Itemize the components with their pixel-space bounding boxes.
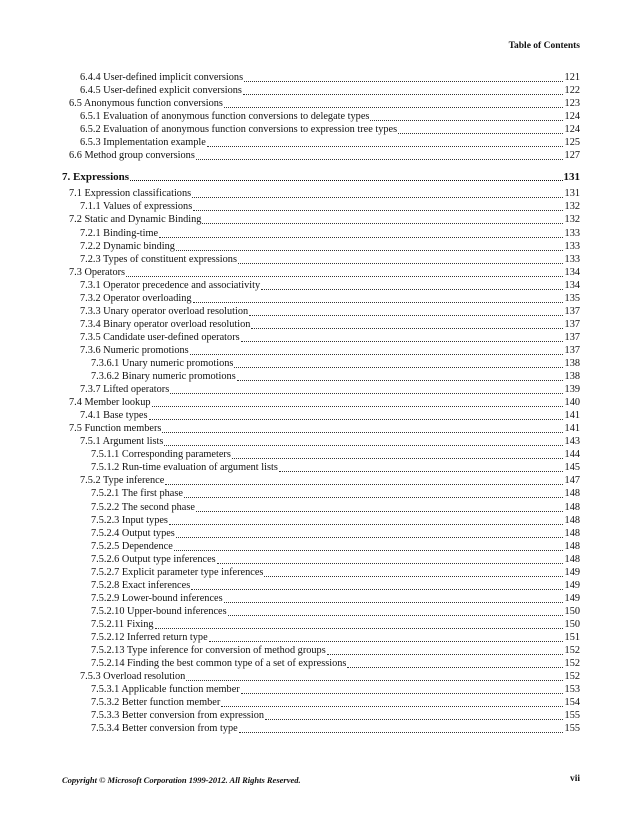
toc-entry-page: 151 <box>564 631 580 643</box>
toc-entry-page: 124 <box>564 111 580 123</box>
table-of-contents <box>62 71 580 735</box>
toc-entry[interactable] <box>62 200 580 213</box>
dot-leader <box>164 444 563 446</box>
toc-entry-label: 6.5 Anonymous function conversions <box>69 98 223 110</box>
dot-leader <box>238 262 563 264</box>
toc-entry-page: 132 <box>564 214 580 226</box>
toc-entry-page: 127 <box>564 150 580 162</box>
toc-entry-label: 7.3.1 Operator precedence and associativity <box>80 279 261 291</box>
toc-entry-label: 7.1 Expression classifications <box>69 188 192 200</box>
toc-entry-page: 124 <box>564 124 580 136</box>
toc-entry[interactable] <box>62 305 580 318</box>
toc-entry-page: 148 <box>564 514 580 526</box>
toc-entry-page: 154 <box>564 697 580 709</box>
toc-entry-page: 152 <box>564 658 580 670</box>
toc-entry-page: 155 <box>564 710 580 722</box>
dot-leader <box>190 353 563 355</box>
toc-entry[interactable] <box>62 331 580 344</box>
toc-entry[interactable] <box>62 292 580 305</box>
dot-leader <box>241 692 563 694</box>
toc-entry-label: 7.5.2.9 Lower-bound inferences <box>91 592 223 604</box>
copyright-footer: Copyright © Microsoft Corporation 1999-2012. All Rights Reserved. <box>62 775 301 785</box>
toc-entry[interactable] <box>62 631 580 644</box>
dot-leader <box>347 666 563 668</box>
toc-entry-page: 148 <box>564 553 580 565</box>
toc-entry[interactable] <box>62 266 580 279</box>
toc-entry-page: 125 <box>564 137 580 149</box>
toc-entry-page: 135 <box>564 292 580 304</box>
toc-entry-label: 7.5 Function members <box>69 423 162 435</box>
dot-leader <box>193 301 563 303</box>
toc-entry-label: 7.4 Member lookup <box>69 397 151 409</box>
toc-entry-page: 149 <box>564 592 580 604</box>
dot-leader <box>264 575 563 577</box>
toc-entry-page: 149 <box>564 566 580 578</box>
toc-entry-label: 7.5.3.4 Better conversion from type <box>91 723 238 735</box>
toc-entry-label: 6.4.5 User-defined explicit conversions <box>80 85 242 97</box>
dot-leader <box>224 601 563 603</box>
toc-entry-page: 133 <box>564 240 580 252</box>
toc-entry[interactable] <box>62 566 580 579</box>
toc-entry-page: 139 <box>564 384 580 396</box>
toc-entry-page: 149 <box>564 579 580 591</box>
dot-leader <box>170 392 563 394</box>
toc-entry[interactable] <box>62 97 580 110</box>
toc-entry-page: 131 <box>564 188 580 200</box>
toc-entry[interactable] <box>62 226 580 239</box>
dot-leader <box>155 627 563 629</box>
toc-entry-label: 7.2 Static and Dynamic Binding <box>69 214 202 226</box>
toc-entry-label: 7.3.6.2 Binary numeric promotions <box>91 371 236 383</box>
toc-entry[interactable] <box>62 657 580 670</box>
toc-entry-page: 137 <box>564 331 580 343</box>
toc-entry-label: 7.2.3 Types of constituent expressions <box>80 253 237 265</box>
dot-leader <box>159 236 563 238</box>
dot-leader <box>398 132 563 134</box>
toc-entry-page: 138 <box>564 357 580 369</box>
toc-entry-label: 7.5.1.2 Run-time evaluation of argument lists <box>91 462 278 474</box>
toc-entry[interactable] <box>62 357 580 370</box>
toc-entry-label: 7.5.3 Overload resolution <box>80 671 186 683</box>
toc-entry-label: 6.4.4 User-defined implicit conversions <box>80 72 244 84</box>
toc-entry[interactable] <box>62 136 580 149</box>
toc-entry[interactable] <box>62 592 580 605</box>
dot-leader <box>279 470 563 472</box>
toc-entry-label: 7.5.2.8 Exact inferences <box>91 579 191 591</box>
toc-entry-label: 7. Expressions <box>62 171 130 184</box>
toc-entry[interactable] <box>62 474 580 487</box>
toc-entry[interactable] <box>62 461 580 474</box>
toc-entry-label: 6.5.1 Evaluation of anonymous function conversions to delegate types <box>80 111 370 123</box>
dot-leader <box>217 562 563 564</box>
toc-entry-page: 155 <box>564 723 580 735</box>
toc-entry-label: 7.2.1 Binding-time <box>80 227 159 239</box>
toc-entry-page: 148 <box>564 488 580 500</box>
dot-leader <box>202 222 563 224</box>
toc-entry-page: 122 <box>564 85 580 97</box>
toc-entry-label: 7.5.2.5 Dependence <box>91 540 173 552</box>
toc-entry-label: 7.3.6 Numeric promotions <box>80 344 189 356</box>
toc-entry-page: 131 <box>563 171 580 184</box>
toc-entry[interactable] <box>62 605 580 618</box>
toc-entry[interactable] <box>62 396 580 409</box>
dot-leader <box>176 249 563 251</box>
toc-entry[interactable] <box>62 318 580 331</box>
dot-leader <box>152 405 563 407</box>
toc-entry[interactable] <box>62 696 580 709</box>
toc-entry[interactable] <box>62 553 580 566</box>
dot-leader <box>228 614 563 616</box>
toc-entry-label: 7.5.3.2 Better function member <box>91 697 221 709</box>
toc-entry[interactable] <box>62 540 580 553</box>
toc-entry-label: 7.5.2.11 Fixing <box>91 618 154 630</box>
dot-leader <box>224 106 563 108</box>
toc-entry[interactable] <box>62 279 580 292</box>
dot-leader <box>241 340 563 342</box>
dot-leader <box>370 119 563 121</box>
toc-entry-page: 141 <box>564 410 580 422</box>
toc-entry[interactable] <box>62 71 580 84</box>
dot-leader <box>176 536 563 538</box>
dot-leader <box>207 145 563 147</box>
toc-entry-label: 7.3.3 Unary operator overload resolution <box>80 305 249 317</box>
toc-entry-page: 150 <box>564 605 580 617</box>
toc-entry-page: 141 <box>564 423 580 435</box>
toc-entry-label: 7.5.2.1 The first phase <box>91 488 183 500</box>
toc-entry-label: 6.5.3 Implementation example <box>80 137 206 149</box>
toc-entry[interactable] <box>62 618 580 631</box>
toc-entry-label: 7.3.7 Lifted operators <box>80 384 170 396</box>
toc-entry[interactable] <box>62 110 580 123</box>
toc-entry[interactable] <box>62 514 580 527</box>
running-header: Table of Contents <box>508 41 580 51</box>
toc-entry[interactable] <box>62 409 580 422</box>
toc-entry-label: 7.5.3.3 Better conversion from expression <box>91 710 265 722</box>
toc-entry[interactable] <box>62 683 580 696</box>
toc-entry-label: 7.5.2.13 Type inference for conversion of method groups <box>91 645 326 657</box>
toc-entry[interactable] <box>62 123 580 136</box>
dot-leader <box>165 483 563 485</box>
toc-chapter-entry[interactable] <box>62 169 580 183</box>
toc-entry-page: 150 <box>564 618 580 630</box>
toc-entry-label: 6.6 Method group conversions <box>69 150 195 162</box>
dot-leader <box>169 523 563 525</box>
toc-entry-page: 133 <box>564 227 580 239</box>
dot-leader <box>149 418 564 420</box>
toc-entry-label: 7.3.5 Candidate user-defined operators <box>80 331 240 343</box>
toc-entry-page: 152 <box>564 645 580 657</box>
toc-entry-label: 7.1.1 Values of expressions <box>80 201 193 213</box>
toc-entry-label: 7.5.2.10 Upper-bound inferences <box>91 605 227 617</box>
dot-leader <box>184 496 563 498</box>
toc-entry[interactable] <box>62 500 580 513</box>
toc-entry[interactable] <box>62 527 580 540</box>
dot-leader <box>261 288 563 290</box>
toc-entry[interactable] <box>62 370 580 383</box>
dot-leader <box>191 588 563 590</box>
toc-entry[interactable] <box>62 487 580 500</box>
toc-entry-label: 7.4.1 Base types <box>80 410 148 422</box>
toc-entry-label: 7.5.1.1 Corresponding parameters <box>91 449 231 461</box>
dot-leader <box>239 731 563 733</box>
toc-entry-label: 7.3 Operators <box>69 266 126 278</box>
dot-leader <box>174 549 563 551</box>
dot-leader <box>196 158 563 160</box>
toc-entry-page: 137 <box>564 344 580 356</box>
toc-entry[interactable] <box>62 187 580 200</box>
dot-leader <box>249 314 563 316</box>
toc-entry[interactable] <box>62 344 580 357</box>
toc-entry-page: 137 <box>564 305 580 317</box>
toc-entry-label: 7.5.2.3 Input types <box>91 514 168 526</box>
toc-entry-label: 7.3.2 Operator overloading <box>80 292 192 304</box>
toc-entry[interactable] <box>62 213 580 226</box>
toc-entry-page: 144 <box>564 449 580 461</box>
toc-entry[interactable] <box>62 579 580 592</box>
dot-leader <box>193 209 563 211</box>
dot-leader <box>232 457 563 459</box>
toc-entry-label: 6.5.2 Evaluation of anonymous function conversions to expression tree types <box>80 124 398 136</box>
toc-entry[interactable] <box>62 422 580 435</box>
toc-entry[interactable] <box>62 435 580 448</box>
dot-leader <box>243 93 563 95</box>
toc-entry-page: 148 <box>564 540 580 552</box>
toc-entry-page: 134 <box>564 266 580 278</box>
dot-leader <box>234 366 563 368</box>
toc-entry-label: 7.5.1 Argument lists <box>80 436 164 448</box>
toc-entry-label: 7.5.2.4 Output types <box>91 527 175 539</box>
dot-leader <box>237 379 563 381</box>
toc-entry[interactable] <box>62 84 580 97</box>
toc-entry[interactable] <box>62 709 580 722</box>
dot-leader <box>221 705 563 707</box>
toc-entry[interactable] <box>62 253 580 266</box>
toc-entry-page: 145 <box>564 462 580 474</box>
toc-entry-page: 152 <box>564 671 580 683</box>
toc-entry-page: 132 <box>564 201 580 213</box>
dot-leader <box>265 718 563 720</box>
dot-leader <box>126 275 563 277</box>
toc-entry-page: 153 <box>564 684 580 696</box>
toc-entry-label: 7.3.4 Binary operator overload resolution <box>80 318 251 330</box>
dot-leader <box>192 196 563 198</box>
toc-entry-page: 123 <box>564 98 580 110</box>
toc-entry-page: 134 <box>564 279 580 291</box>
toc-entry-label: 7.5.2.7 Explicit parameter type inferences <box>91 566 264 578</box>
toc-entry-label: 7.2.2 Dynamic binding <box>80 240 175 252</box>
toc-entry-label: 7.3.6.1 Unary numeric promotions <box>91 357 234 369</box>
toc-entry-page: 143 <box>564 436 580 448</box>
toc-entry-page: 133 <box>564 253 580 265</box>
dot-leader <box>209 640 563 642</box>
toc-entry[interactable] <box>62 149 580 162</box>
toc-entry[interactable] <box>62 240 580 253</box>
toc-entry-page: 147 <box>564 475 580 487</box>
toc-entry-label: 7.5.2.6 Output type inferences <box>91 553 216 565</box>
toc-entry-label: 7.5.2 Type inference <box>80 475 165 487</box>
toc-entry[interactable] <box>62 383 580 396</box>
toc-entry-page: 137 <box>564 318 580 330</box>
toc-entry-page: 121 <box>564 72 580 84</box>
toc-entry[interactable] <box>62 448 580 461</box>
toc-entry-label: 7.5.2.14 Finding the best common type of a set of expressions <box>91 658 347 670</box>
toc-entry-label: 7.5.2.2 The second phase <box>91 501 195 513</box>
toc-entry-page: 140 <box>564 397 580 409</box>
dot-leader <box>130 179 562 181</box>
toc-entry-page: 138 <box>564 371 580 383</box>
dot-leader <box>244 80 563 82</box>
dot-leader <box>162 431 563 433</box>
toc-entry-page: 148 <box>564 501 580 513</box>
toc-entry[interactable] <box>62 670 580 683</box>
page-number: vii <box>569 774 580 784</box>
toc-entry-label: 7.5.2.12 Inferred return type <box>91 631 208 643</box>
dot-leader <box>251 327 563 329</box>
dot-leader <box>196 510 563 512</box>
dot-leader <box>186 679 563 681</box>
toc-entry[interactable] <box>62 722 580 735</box>
dot-leader <box>327 653 563 655</box>
toc-entry-page: 148 <box>564 527 580 539</box>
toc-entry-label: 7.5.3.1 Applicable function member <box>91 684 240 696</box>
toc-entry[interactable] <box>62 644 580 657</box>
